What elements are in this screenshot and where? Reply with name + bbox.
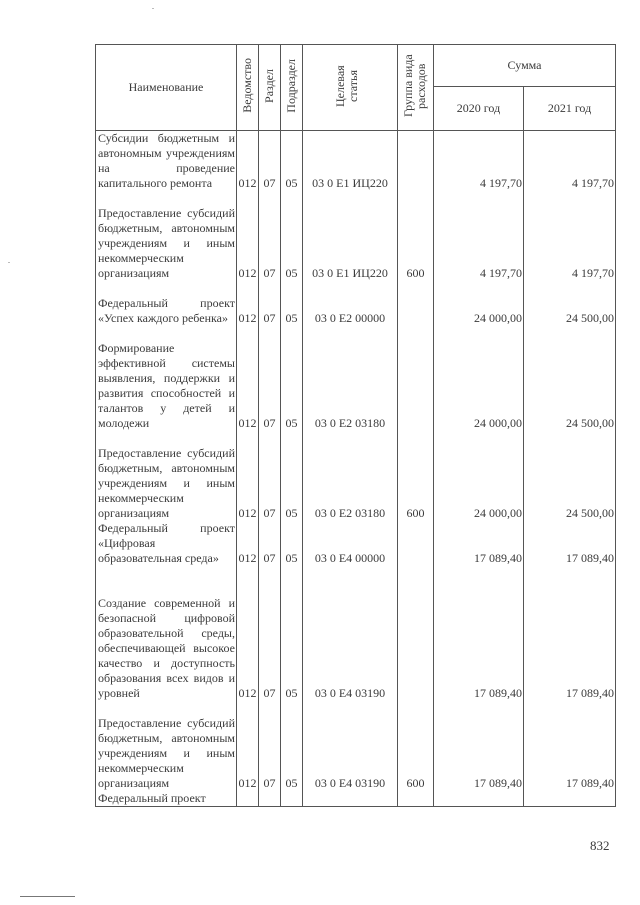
row-celevaya-statya: 03 0 E2 00000 — [303, 281, 398, 326]
row-celevaya-statya: 03 0 E1 ИЦ220 — [303, 131, 398, 192]
row-gruppa — [398, 791, 434, 807]
table-row — [96, 791, 616, 807]
header-summa: Сумма — [434, 45, 616, 87]
header-year-2021: 2021 год — [524, 87, 616, 131]
header-year-2020: 2020 год — [434, 87, 524, 131]
row-podrazdel: 05 — [281, 431, 303, 521]
row-sum-2020: 24 000,00 — [434, 326, 524, 431]
budget-table — [95, 44, 616, 807]
scan-speck — [152, 8, 154, 9]
row-vedomstvo: 012 — [237, 566, 259, 701]
row-name: Федеральный проект «Цифровая образовательная среда» — [96, 521, 237, 566]
row-gruppa — [398, 131, 434, 192]
row-razdel: 07 — [259, 566, 281, 701]
table-row — [96, 566, 616, 701]
row-sum-2020: 24 000,00 — [434, 431, 524, 521]
row-podrazdel: 05 — [281, 326, 303, 431]
row-sum-2020: 24 000,00 — [434, 281, 524, 326]
row-name: Федеральный проект «Успех каждого ребенка» — [96, 281, 237, 326]
row-razdel: 07 — [259, 131, 281, 192]
table-row — [96, 701, 616, 791]
row-razdel — [259, 791, 281, 807]
table-row — [96, 326, 616, 431]
header-gruppa-vida-rashodov: Группа вида расходов — [398, 45, 434, 131]
row-celevaya-statya: 03 0 E2 03180 — [303, 431, 398, 521]
row-sum-2021 — [524, 791, 616, 807]
row-razdel: 07 — [259, 191, 281, 281]
row-celevaya-statya: 03 0 E4 03190 — [303, 701, 398, 791]
row-celevaya-statya: 03 0 E4 03190 — [303, 566, 398, 701]
row-gruppa — [398, 281, 434, 326]
row-gruppa: 600 — [398, 431, 434, 521]
page-number: 832 — [590, 838, 610, 853]
row-celevaya-statya — [303, 791, 398, 807]
row-sum-2020: 4 197,70 — [434, 131, 524, 192]
row-sum-2021: 24 500,00 — [524, 431, 616, 521]
row-sum-2020: 4 197,70 — [434, 191, 524, 281]
header-name: Наименование — [96, 45, 237, 131]
row-gruppa — [398, 521, 434, 566]
header-celevaya-statya: Целевая статья — [303, 45, 398, 131]
row-gruppa — [398, 326, 434, 431]
row-razdel: 07 — [259, 326, 281, 431]
row-sum-2020: 17 089,40 — [434, 521, 524, 566]
row-vedomstvo — [237, 791, 259, 807]
row-razdel: 07 — [259, 521, 281, 566]
row-sum-2021: 24 500,00 — [524, 326, 616, 431]
row-sum-2020: 17 089,40 — [434, 701, 524, 791]
row-razdel: 07 — [259, 281, 281, 326]
row-razdel: 07 — [259, 431, 281, 521]
row-name: Предоставление субсидий бюджетным, автономным учреждениям и иным некоммерческим организациям — [96, 431, 237, 521]
row-sum-2021: 4 197,70 — [524, 131, 616, 192]
row-name: Создание современной и безопасной цифровой образовательной среды, обеспечивающей высокое качество и доступность образования всех видов и уровней — [96, 566, 237, 701]
row-vedomstvo: 012 — [237, 521, 259, 566]
row-vedomstvo: 012 — [237, 326, 259, 431]
row-sum-2021: 17 089,40 — [524, 566, 616, 701]
row-celevaya-statya: 03 0 E2 03180 — [303, 326, 398, 431]
row-sum-2021: 17 089,40 — [524, 521, 616, 566]
table-row — [96, 521, 616, 566]
row-gruppa: 600 — [398, 191, 434, 281]
row-vedomstvo: 012 — [237, 701, 259, 791]
table-row — [96, 191, 616, 281]
row-podrazdel: 05 — [281, 191, 303, 281]
row-celevaya-statya: 03 0 E1 ИЦ220 — [303, 191, 398, 281]
row-sum-2021: 24 500,00 — [524, 281, 616, 326]
row-sum-2021: 4 197,70 — [524, 191, 616, 281]
row-name: Субсидии бюджетным и автономным учреждениям на проведение капитального ремонта — [96, 131, 237, 192]
row-celevaya-statya: 03 0 E4 00000 — [303, 521, 398, 566]
row-podrazdel: 05 — [281, 131, 303, 192]
row-podrazdel: 05 — [281, 281, 303, 326]
row-razdel: 07 — [259, 701, 281, 791]
row-vedomstvo: 012 — [237, 191, 259, 281]
row-name: Формирование эффективной системы выявления, поддержки и развития способностей и талантов у детей и молодежи — [96, 326, 237, 431]
header-podrazdel: Подраздел — [281, 45, 303, 131]
row-name: Предоставление субсидий бюджетным, автономным учреждениям и иным некоммерческим организациям — [96, 701, 237, 791]
row-gruppa: 600 — [398, 701, 434, 791]
row-gruppa — [398, 566, 434, 701]
footer-rule — [20, 896, 75, 897]
table-row — [96, 281, 616, 326]
header-vedomstvo: Ведомство — [237, 45, 259, 131]
row-sum-2020: 17 089,40 — [434, 566, 524, 701]
row-name: Предоставление субсидий бюджетным, автономным учреждениям и иным некоммерческим организациям — [96, 191, 237, 281]
table-row — [96, 431, 616, 521]
scan-speck — [8, 262, 10, 263]
row-sum-2021: 17 089,40 — [524, 701, 616, 791]
row-vedomstvo: 012 — [237, 281, 259, 326]
row-podrazdel: 05 — [281, 521, 303, 566]
header-razdel: Раздел — [259, 45, 281, 131]
row-podrazdel — [281, 791, 303, 807]
row-sum-2020 — [434, 791, 524, 807]
row-vedomstvo: 012 — [237, 431, 259, 521]
row-podrazdel: 05 — [281, 566, 303, 701]
row-vedomstvo: 012 — [237, 131, 259, 192]
row-podrazdel: 05 — [281, 701, 303, 791]
row-name: Федеральный проект — [96, 791, 237, 807]
table-row — [96, 131, 616, 192]
